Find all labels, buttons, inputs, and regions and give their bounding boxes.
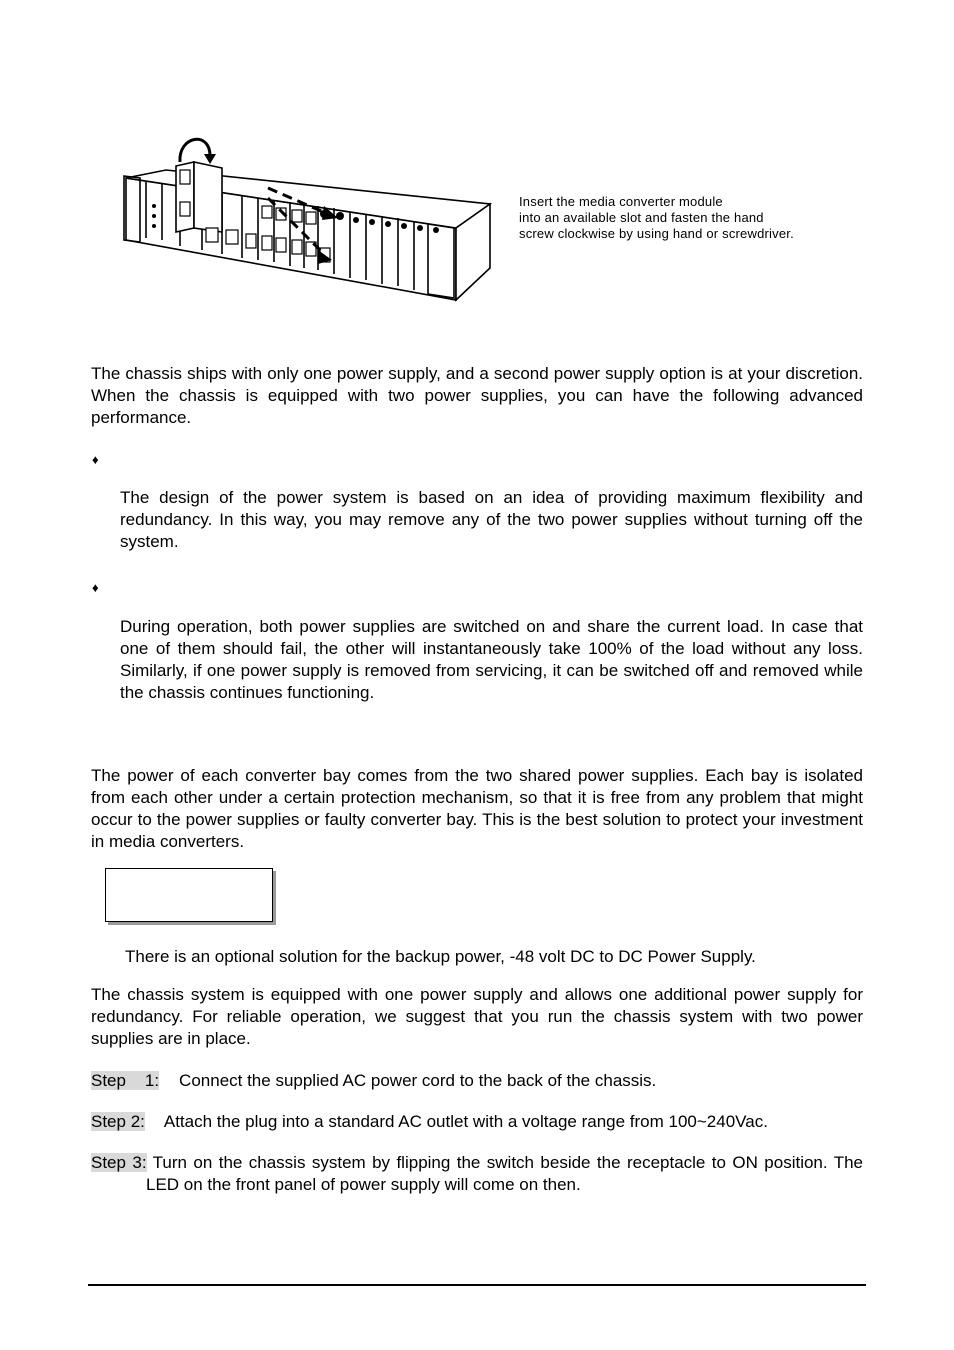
intro-paragraph: The chassis ships with only one power supply, and a second power supply option is at your discretion. When the chassis is equipped with two power supplies, you can have the following advanced performance.: [91, 364, 863, 427]
step-3: [91, 1152, 863, 1196]
bullet-paragraph-hot-swap: The design of the power system is based on an idea of providing maximum flexibility and redundancy. In this way, you may remove any of the two power supplies without turning off the system.: [120, 488, 863, 551]
note-text: There is an optional solution for the backup power, -48 volt DC to DC Power Supply.: [125, 947, 756, 966]
bullet-symbol: ♦: [92, 580, 99, 595]
note-box: [105, 868, 273, 922]
bullet-paragraph-load-sharing: During operation, both power supplies are switched on and share the current load. In case that one of them should fail, the other will instantaneously take 100% of the load without any loss. Similarly, if one power supply is removed from servicing, it can be switched off and removed while the chassis continues functioning.: [120, 617, 863, 702]
caption-line: screw clockwise by using hand or screwdriver.: [519, 226, 794, 241]
bay-paragraph: The power of each converter bay comes from the two shared power supplies. Each bay is isolated from each other under a certain protection mechanism, so that it is free from any problem that might occur to the power supplies or faulty converter bay. This is the best solution to protect your investment in media converters.: [91, 766, 863, 851]
step-1-text: Connect the supplied AC power cord to the back of the chassis.: [179, 1071, 657, 1090]
bullet-symbol: ♦: [92, 452, 99, 467]
step-2: [91, 1111, 863, 1133]
footer-rule: [88, 1284, 866, 1286]
step-3-label: Step 3:: [91, 1153, 147, 1172]
step-1: [91, 1070, 863, 1092]
system-paragraph: The chassis system is equipped with one power supply and allows one additional power supply for redundancy. For reliable operation, we suggest that you run the chassis system with two power supplies are in place.: [91, 985, 863, 1048]
figure-caption: [519, 194, 849, 242]
chassis-illustration: [118, 128, 498, 308]
caption-line: Insert the media converter module: [519, 194, 723, 209]
caption-line: into an available slot and fasten the hand: [519, 210, 764, 225]
step-1-label: Step 1:: [91, 1071, 160, 1090]
step-2-text: Attach the plug into a standard AC outlet with a voltage range from 100~240Vac.: [163, 1112, 768, 1131]
step-2-label: Step 2:: [91, 1112, 145, 1131]
step-3-text: Turn on the chassis system by flipping the switch beside the receptacle to ON position. The LED on the front panel of power supply will come on then.: [146, 1153, 864, 1194]
